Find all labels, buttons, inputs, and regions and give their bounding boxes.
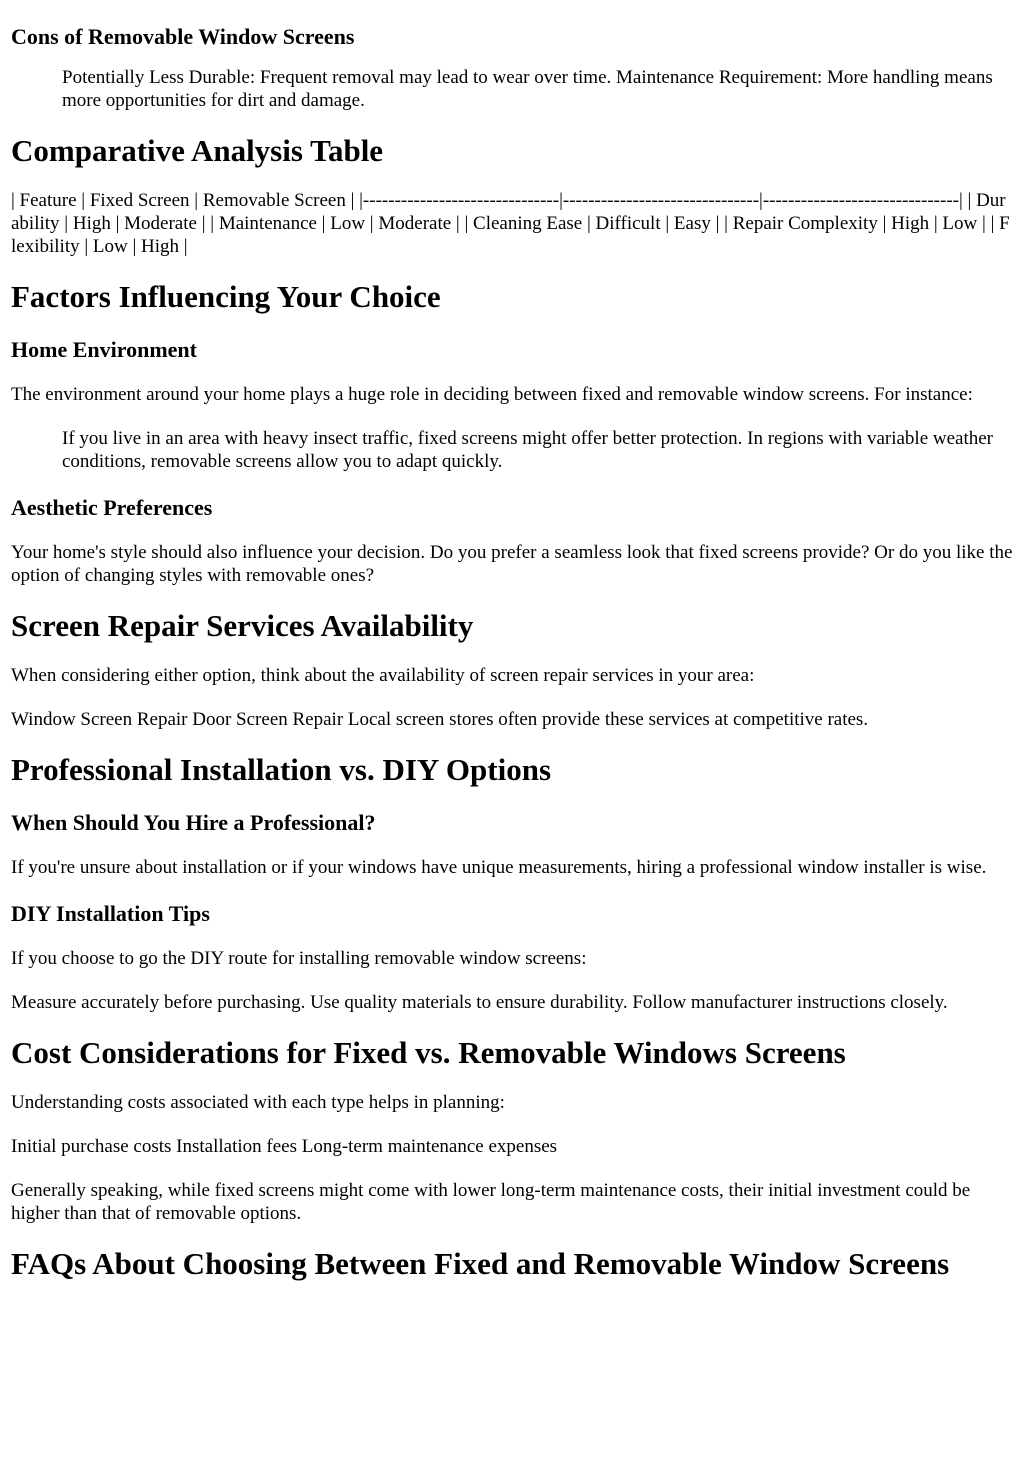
diy-heading: DIY Installation Tips <box>11 901 210 926</box>
hire-professional-heading: When Should You Hire a Professional? <box>11 810 376 835</box>
cost-intro: Understanding costs associated with each type helps in planning: <box>11 1092 505 1113</box>
cons-quote: Potentially Less Durable: Frequent removal may lead to wear over time. Maintenance Requirement: More handling means more opportunities for dirt and damage. <box>62 67 993 111</box>
home-environment-quote: If you live in an area with heavy insect traffic, fixed screens might offer better protection. In regions with variable weather conditions, removable screens allow you to adapt quickly. <box>62 428 993 472</box>
factors-heading: Factors Influencing Your Choice <box>11 279 441 314</box>
comparative-table-text: | Feature | Fixed Screen | Removable Screen | |-------------------------------|-------------------------------|-------------------------------| | Durability | High | Moderate | | Maintenance | Low | Moderate | | Cleaning Ease | Difficult | Easy | | Repair Complexity | High | Low | | Flexibility | Low | High | <box>11 190 1010 257</box>
install-heading: Professional Installation vs. DIY Options <box>11 752 552 787</box>
home-environment-heading: Home Environment <box>11 337 197 362</box>
cost-summary: Generally speaking, while fixed screens might come with lower long-term maintenance costs, their initial investment could be higher than that of removable options. <box>11 1180 971 1224</box>
comparative-heading: Comparative Analysis Table <box>11 133 384 168</box>
cost-heading: Cost Considerations for Fixed vs. Removable Windows Screens <box>11 1035 846 1070</box>
hire-professional-text: If you're unsure about installation or if your windows have unique measurements, hiring a professional window installer is wise. <box>11 857 987 878</box>
repair-heading: Screen Repair Services Availability <box>11 608 474 643</box>
diy-intro: If you choose to go the DIY route for installing removable window screens: <box>11 948 587 969</box>
aesthetic-text: Your home's style should also influence your decision. Do you prefer a seamless look that fixed screens provide? Or do you like the option of changing styles with removable ones? <box>11 542 1013 586</box>
diy-list-text: Measure accurately before purchasing. Use quality materials to ensure durability. Follow manufacturer instructions closely. <box>11 992 948 1013</box>
aesthetic-heading: Aesthetic Preferences <box>11 495 213 520</box>
article <box>0 22 1024 1282</box>
repair-list-text: Window Screen Repair Door Screen Repair Local screen stores often provide these services at competitive rates. <box>11 709 869 730</box>
faq-heading: FAQs About Choosing Between Fixed and Removable Window Screens <box>11 1246 950 1281</box>
cost-list-text: Initial purchase costs Installation fees Long-term maintenance expenses <box>11 1136 558 1157</box>
repair-intro: When considering either option, think about the availability of screen repair services in your area: <box>11 665 755 686</box>
home-environment-intro: The environment around your home plays a huge role in deciding between fixed and removable window screens. For instance: <box>11 384 973 405</box>
cons-heading: Cons of Removable Window Screens <box>11 24 355 49</box>
